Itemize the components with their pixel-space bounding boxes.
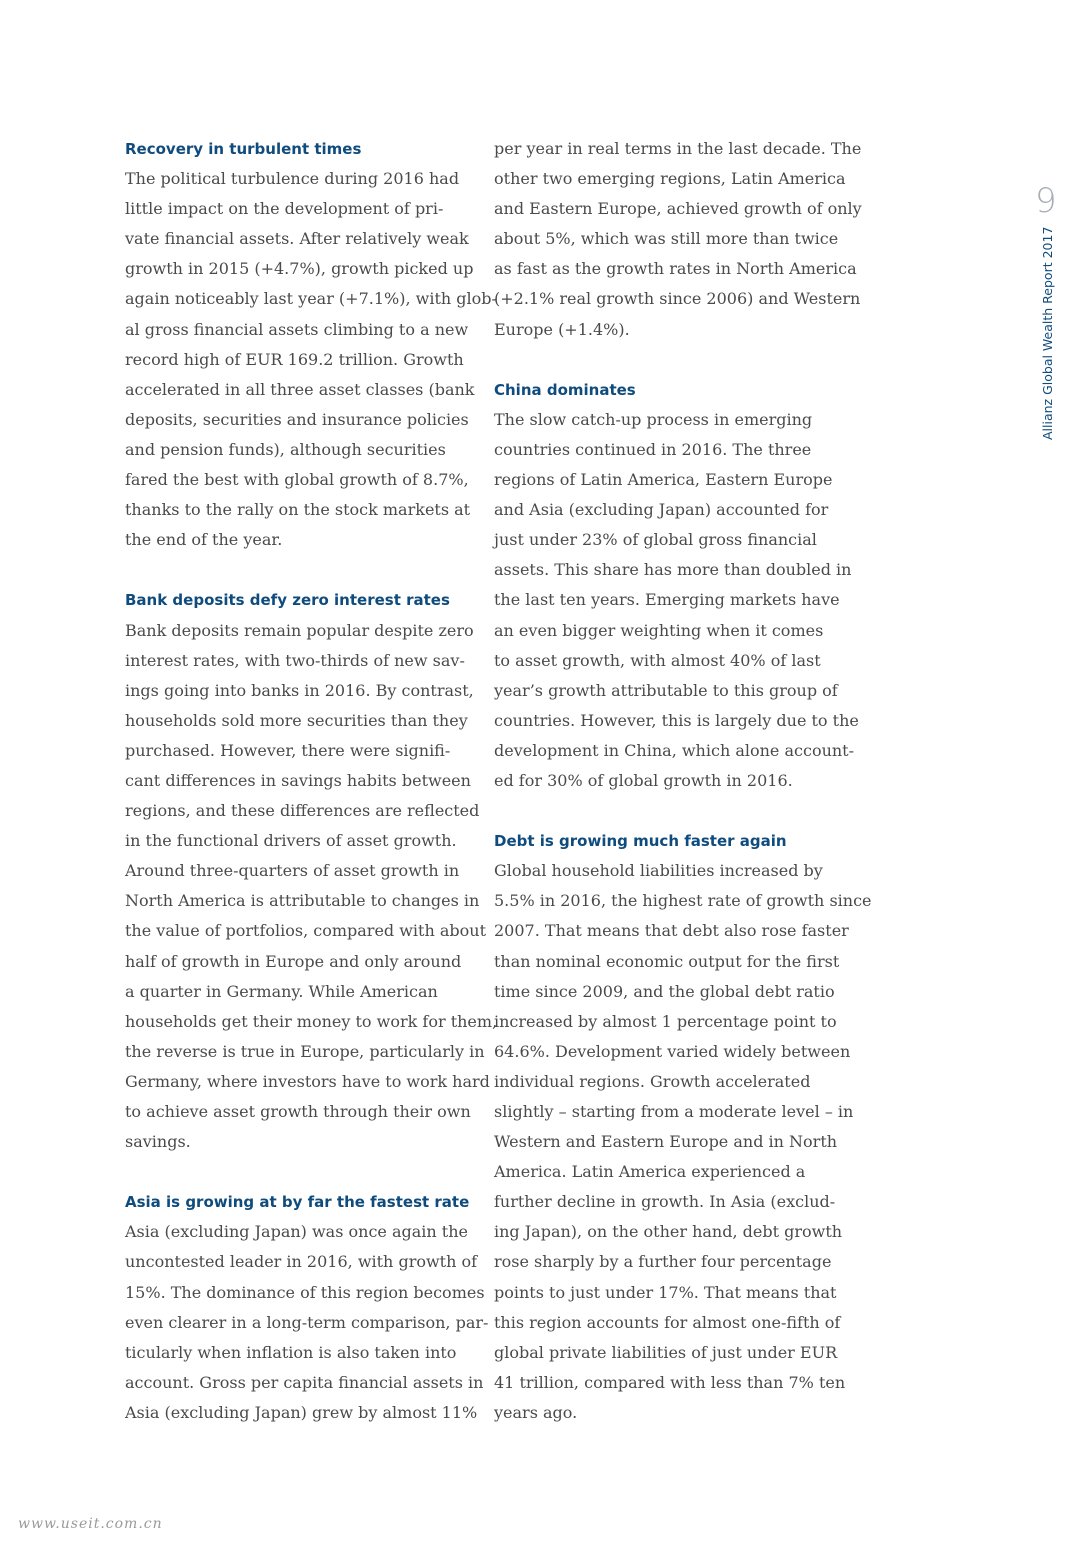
section-spacer <box>494 796 844 826</box>
text-line: assets. This share has more than doubled in <box>494 560 852 580</box>
text-line: Asia (excluding Japan) grew by almost 11% <box>125 1402 478 1422</box>
text-line: ing Japan), on the other hand, debt growth <box>494 1222 843 1242</box>
text-line: America. Latin America experienced a <box>494 1162 806 1182</box>
text-line: an even bigger weighting when it comes <box>494 620 824 640</box>
watermark: www.useit.com.cn <box>18 1516 163 1532</box>
text-line: Global household liabilities increased by <box>494 861 823 881</box>
text-line: development in China, which alone account- <box>494 740 855 760</box>
text-line: and pension funds), although securities <box>125 439 446 459</box>
text-line: thanks to the rally on the stock markets at <box>125 500 471 520</box>
section-heading: Bank deposits defy zero interest rates <box>125 591 450 610</box>
section-recovery <box>125 134 497 555</box>
text-line: 2007. That means that debt also rose faster <box>494 921 849 941</box>
text-line: Around three-quarters of asset growth in <box>125 861 460 881</box>
text-line: years ago. <box>494 1402 578 1422</box>
text-line: fared the best with global growth of 8.7%, <box>125 470 469 490</box>
text-line: Europe (+1.4%). <box>494 319 630 339</box>
text-line: regions of Latin America, Eastern Europe <box>494 470 833 490</box>
text-line: rose sharply by a further four percentage <box>494 1252 832 1272</box>
text-line: The political turbulence during 2016 had <box>125 169 460 189</box>
section-body <box>125 616 498 1158</box>
section-china-dominates <box>494 375 859 796</box>
text-line: accelerated in all three asset classes (bank <box>125 379 475 399</box>
text-line: account. Gross per capita financial assets in <box>125 1372 484 1392</box>
text-line: purchased. However, there were signifi- <box>125 740 451 760</box>
text-line: this region accounts for almost one-fifth of <box>494 1312 841 1332</box>
section-asia-growth <box>125 1187 489 1428</box>
text-line: individual regions. Growth accelerated <box>494 1071 811 1091</box>
text-line: countries continued in 2016. The three <box>494 439 812 459</box>
section-bank-deposits <box>125 585 498 1157</box>
text-line: ed for 30% of global growth in 2016. <box>494 770 793 790</box>
text-line: record high of EUR 169.2 trillion. Growth <box>125 349 464 369</box>
text-line: households sold more securities than they <box>125 710 468 730</box>
text-line: the last ten years. Emerging markets have <box>494 590 840 610</box>
text-line: Germany, where investors have to work hard <box>125 1071 490 1091</box>
continuation-paragraph <box>494 134 862 345</box>
page-number: 9 <box>1035 181 1057 221</box>
text-line: Asia (excluding Japan) was once again the <box>125 1222 468 1242</box>
text-line: global private liabilities of just under EUR <box>494 1342 838 1362</box>
text-line: the reverse is true in Europe, particularly in <box>125 1041 485 1061</box>
section-heading: Asia is growing at by far the fastest rate <box>125 1193 470 1212</box>
text-line: as fast as the growth rates in North America <box>494 259 857 279</box>
section-spacer <box>125 555 477 585</box>
text-line: The slow catch-up process in emerging <box>494 409 813 429</box>
text-line: about 5%, which was still more than twice <box>494 229 839 249</box>
text-line: cant differences in savings habits between <box>125 770 471 790</box>
text-line: time since 2009, and the global debt ratio <box>494 981 835 1001</box>
text-line: per year in real terms in the last decade. The <box>494 139 862 158</box>
text-line: again noticeably last year (+7.1%), with glob- <box>125 289 497 309</box>
text-line: households get their money to work for them, <box>125 1011 498 1031</box>
text-line: half of growth in Europe and only around <box>125 951 462 971</box>
text-line: vate financial assets. After relatively weak <box>125 229 469 249</box>
text-line: year’s growth attributable to this group of <box>494 680 838 700</box>
right-column <box>494 134 872 1428</box>
text-line: 15%. The dominance of this region becomes <box>125 1282 485 1302</box>
text-line: other two emerging regions, Latin America <box>494 169 846 189</box>
text-line: slightly – starting from a moderate level – in <box>494 1102 854 1121</box>
text-line: 64.6%. Development varied widely between <box>494 1041 851 1061</box>
text-line: in the functional drivers of asset growth. <box>125 831 457 851</box>
section-body <box>494 405 859 796</box>
section-debt-growing <box>494 826 872 1428</box>
text-line: and Eastern Europe, achieved growth of only <box>494 199 862 219</box>
text-line: and Asia (excluding Japan) accounted for <box>494 500 829 520</box>
text-line: Bank deposits remain popular despite zero <box>125 620 474 640</box>
text-line: ticularly when inflation is also taken into <box>125 1342 457 1362</box>
text-line: to achieve asset growth through their own <box>125 1102 471 1121</box>
text-line: 5.5% in 2016, the highest rate of growth since <box>494 891 872 911</box>
text-line: to asset growth, with almost 40% of last <box>494 650 821 670</box>
section-spacer <box>494 345 844 375</box>
text-line: countries. However, this is largely due to the <box>494 710 859 730</box>
text-line: further decline in growth. In Asia (exclud- <box>494 1192 836 1212</box>
text-line: just under 23% of global gross financial <box>494 530 817 550</box>
section-body <box>125 1217 489 1428</box>
section-heading: China dominates <box>494 380 636 399</box>
text-line: Western and Eastern Europe and in North <box>494 1132 838 1152</box>
text-line: the end of the year. <box>125 530 283 550</box>
text-line: growth in 2015 (+4.7%), growth picked up <box>125 259 474 279</box>
text-line: little impact on the development of pri- <box>125 199 444 219</box>
section-spacer <box>125 1157 477 1187</box>
text-line: (+2.1% real growth since 2006) and Western <box>494 289 861 309</box>
text-line: deposits, securities and insurance policies <box>125 409 469 429</box>
text-line: 41 trillion, compared with less than 7% ten <box>494 1372 846 1392</box>
left-column <box>125 134 498 1428</box>
text-line: ings going into banks in 2016. By contrast, <box>125 680 474 700</box>
text-line: points to just under 17%. That means that <box>494 1282 837 1302</box>
text-line: savings. <box>125 1132 191 1152</box>
text-line: interest rates, with two-thirds of new sav- <box>125 650 465 670</box>
section-body <box>125 164 497 555</box>
section-heading: Recovery in turbulent times <box>125 140 362 158</box>
text-line: a quarter in Germany. While American <box>125 981 438 1001</box>
text-line: increased by almost 1 percentage point to <box>494 1011 837 1031</box>
running-title: Allianz Global Wealth Report 2017 <box>1040 226 1055 440</box>
text-line: the value of portfolios, compared with about <box>125 921 487 941</box>
text-line: even clearer in a long-term comparison, par- <box>125 1312 489 1332</box>
text-line: North America is attributable to changes in <box>125 891 480 911</box>
text-line: al gross financial assets climbing to a new <box>125 319 469 339</box>
text-line: than nominal economic output for the first <box>494 951 840 971</box>
section-body <box>494 856 872 1428</box>
section-heading: Debt is growing much faster again <box>494 832 787 851</box>
text-line: uncontested leader in 2016, with growth of <box>125 1252 478 1272</box>
text-line: regions, and these differences are reflected <box>125 801 480 821</box>
